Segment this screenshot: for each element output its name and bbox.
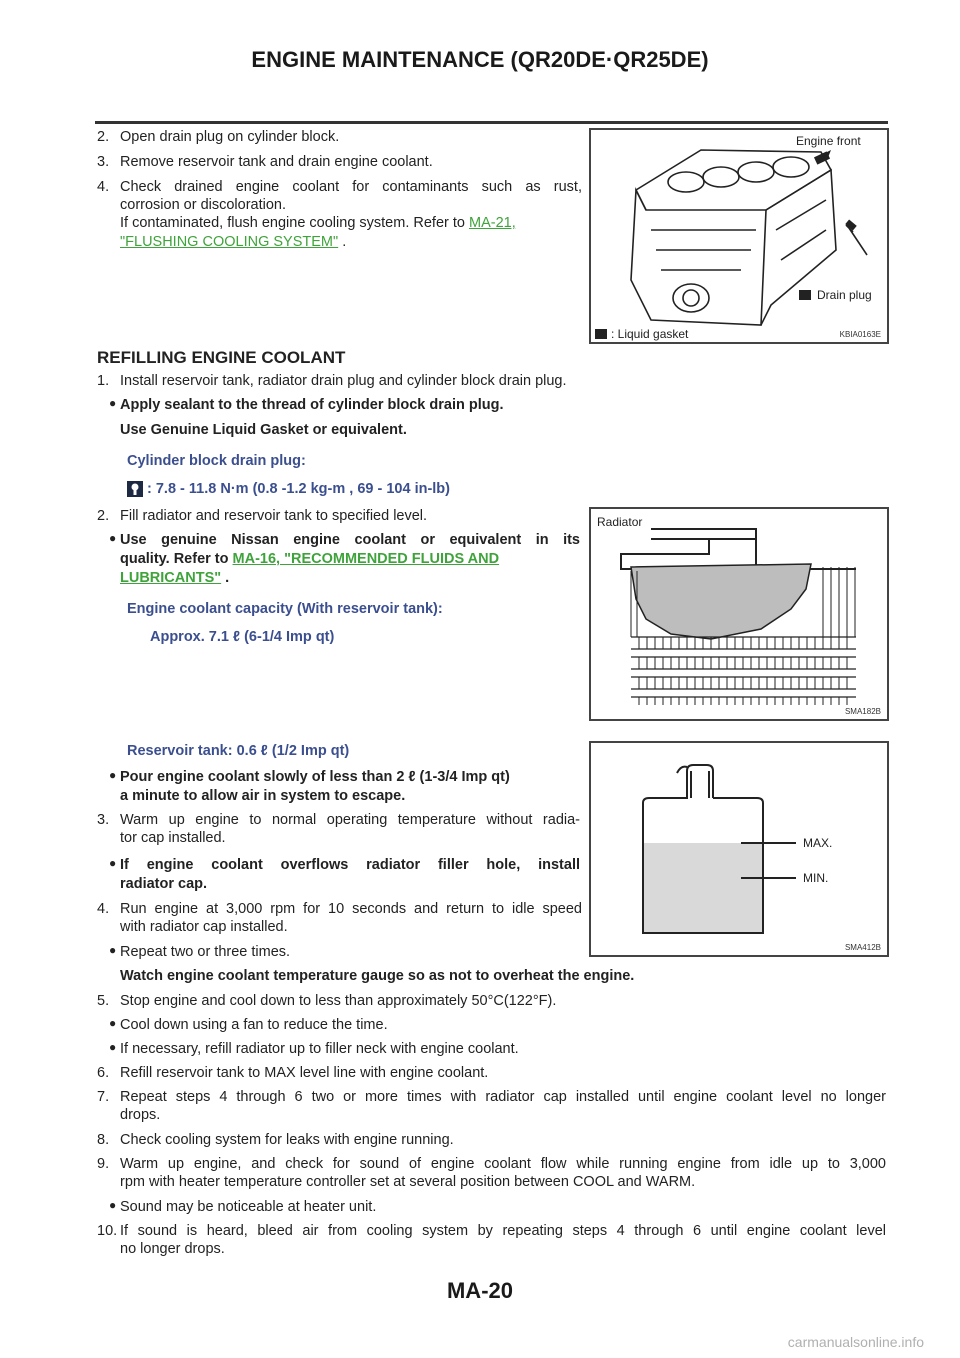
section-heading-refilling: REFILLING ENGINE COOLANT [97,348,346,367]
refill-step-7-line2: drops. [120,1107,161,1123]
refill-step-2-text: Fill radiator and reservoir tank to specified level. [120,508,428,524]
bullet-icon: ● [109,531,117,545]
step-4-num: 4. [97,179,110,195]
max-label: MAX. [803,836,833,850]
refill-step-3-line1: Warm up engine to normal operating temperature without radia- [120,812,580,828]
refill-step-4-line1: Run engine at 3,000 rpm for 10 seconds and return to idle speed [120,901,582,917]
figure-radiator [589,507,889,721]
refill-step-8-num: 8. [97,1132,110,1148]
refill-step-3-bullet-line1: If engine coolant overflows radiator filler hole, install [120,857,580,873]
refill-step-9-num: 9. [97,1156,110,1172]
refill-step-6-text: Refill reservoir tank to MAX level line with engine coolant. [120,1065,489,1081]
refill-step-5-text: Stop engine and cool down to less than approximately 50°C(122°F). [120,993,557,1009]
figure-cylinder-block [589,128,889,344]
drain-plug-label: Drain plug [817,288,872,302]
bullet-icon: ● [109,856,117,870]
refill-step-9-line1: Warm up engine, and check for sound of engine coolant flow while running engine from idle up to 3,000 [120,1156,886,1172]
pour-line2: a minute to allow air in system to escape. [120,788,406,804]
refill-step-4-num: 4. [97,901,110,917]
refill-step-10-line1: If sound is heard, bleed air from cooling system by repeating steps 4 through 6 until engine coolant level [120,1223,886,1239]
bullet-icon: ● [109,1016,117,1030]
min-label: MIN. [803,871,829,885]
figure-id: SMA182B [844,707,881,716]
page-number: MA-20 [446,1278,513,1303]
step-4-line2: corrosion or discoloration. [120,197,287,213]
refill-step-3-num: 3. [97,812,110,828]
bullet-icon: ● [109,1198,117,1212]
step-2-text: Open drain plug on cylinder block. [120,129,340,145]
figure-reservoir-tank [589,741,889,957]
step-4-line4: "FLUSHING COOLING SYSTEM" . [120,234,347,250]
refill-step-7-num: 7. [97,1089,110,1105]
spec-value: : 7.8 - 11.8 N·m (0.8 -1.2 kg-m , 69 - 104 in-lb) [147,481,450,497]
link-recommended-fluids[interactable]: LUBRICANTS" [120,570,222,586]
radiator-illustration [591,509,887,719]
reservoir-capacity: Reservoir tank: 0.6 ℓ (1/2 Imp qt) [127,743,350,759]
capacity-value: Approx. 7.1 ℓ (6-1/4 Imp qt) [150,629,335,645]
step-4-line1: Check drained engine coolant for contaminants such as rust, [120,179,582,195]
bullet-icon: ● [109,943,117,957]
liquid-gasket-label: : Liquid gasket [611,327,689,341]
torque-wrench-icon [127,481,143,497]
refill-step-2-bullet-line3: LUBRICANTS" . [120,570,230,586]
bullet-icon: ● [109,1040,117,1054]
bullet-icon: ● [109,396,117,410]
refill-step-3-line2: tor cap installed. [120,830,226,846]
refill-step-8-text: Check cooling system for leaks with engine running. [120,1132,454,1148]
refill-step-10-num: 10. [97,1223,118,1239]
step-2-num: 2. [97,129,110,145]
spec-label: Cylinder block drain plug: [127,453,306,469]
step-3-num: 3. [97,154,110,170]
pour-line1: Pour engine coolant slowly of less than 2 ℓ (1-3/4 Imp qt) [120,769,510,785]
refill-step-5-bullet-2: If necessary, refill radiator up to filler neck with engine coolant. [120,1041,519,1057]
figure-id: KBIA0163E [839,330,881,339]
cylinder-block-illustration [591,130,887,342]
refill-step-4-line2: with radiator cap installed. [120,919,288,935]
figure-id: SMA412B [844,943,881,952]
refill-step-5-num: 5. [97,993,110,1009]
refill-step-1-note: Use Genuine Liquid Gasket or equivalent. [120,422,407,438]
step-4-line3: If contaminated, flush engine cooling system. Refer to MA-21, [120,215,516,231]
refill-step-1-num: 1. [97,373,110,389]
bullet-icon: ● [109,768,117,782]
step-3-text: Remove reservoir tank and drain engine coolant. [120,154,433,170]
engine-front-label: Engine front [796,134,861,148]
reservoir-tank-illustration [591,743,887,955]
refill-step-3-bullet-line2: radiator cap. [120,876,208,892]
capacity-label: Engine coolant capacity (With reservoir tank): [127,601,443,617]
title-rule [95,121,888,124]
refill-step-9-bullet: Sound may be noticeable at heater unit. [120,1199,377,1215]
refill-step-6-num: 6. [97,1065,110,1081]
refill-step-10-line2: no longer drops. [120,1241,225,1257]
refill-step-9-line2: rpm with heater temperature controller set at several position between COOL and WARM. [120,1174,696,1190]
refill-step-7-line1: Repeat steps 4 through 6 two or more times with radiator cap installed until engine coolant level no longer [120,1089,886,1105]
refill-step-2-bullet-line1: Use genuine Nissan engine coolant or equivalent in its [120,532,580,548]
link-flushing-cooling-system[interactable]: "FLUSHING COOLING SYSTEM" [120,234,339,250]
refill-step-2-num: 2. [97,508,110,524]
refill-step-2-bullet-line2: quality. Refer to MA-16, "RECOMMENDED FLUIDS AND [120,551,500,567]
refill-step-4-bullet: Repeat two or three times. [120,944,291,960]
link-ma-16[interactable]: MA-16, "RECOMMENDED FLUIDS AND [232,551,500,567]
refill-step-1-bullet: Apply sealant to the thread of cylinder block drain plug. [120,397,504,413]
link-ma-21[interactable]: MA-21, [469,215,516,231]
page-title: ENGINE MAINTENANCE (QR20DE·QR25DE) [251,47,709,72]
refill-step-1-text: Install reservoir tank, radiator drain plug and cylinder block drain plug. [120,373,567,389]
watermark: carmanualsonline.info [787,1334,924,1350]
radiator-label: Radiator [597,515,643,529]
refill-step-5-bullet-1: Cool down using a fan to reduce the time. [120,1017,388,1033]
refill-step-4-note: Watch engine coolant temperature gauge so as not to overheat the engine. [120,968,635,984]
